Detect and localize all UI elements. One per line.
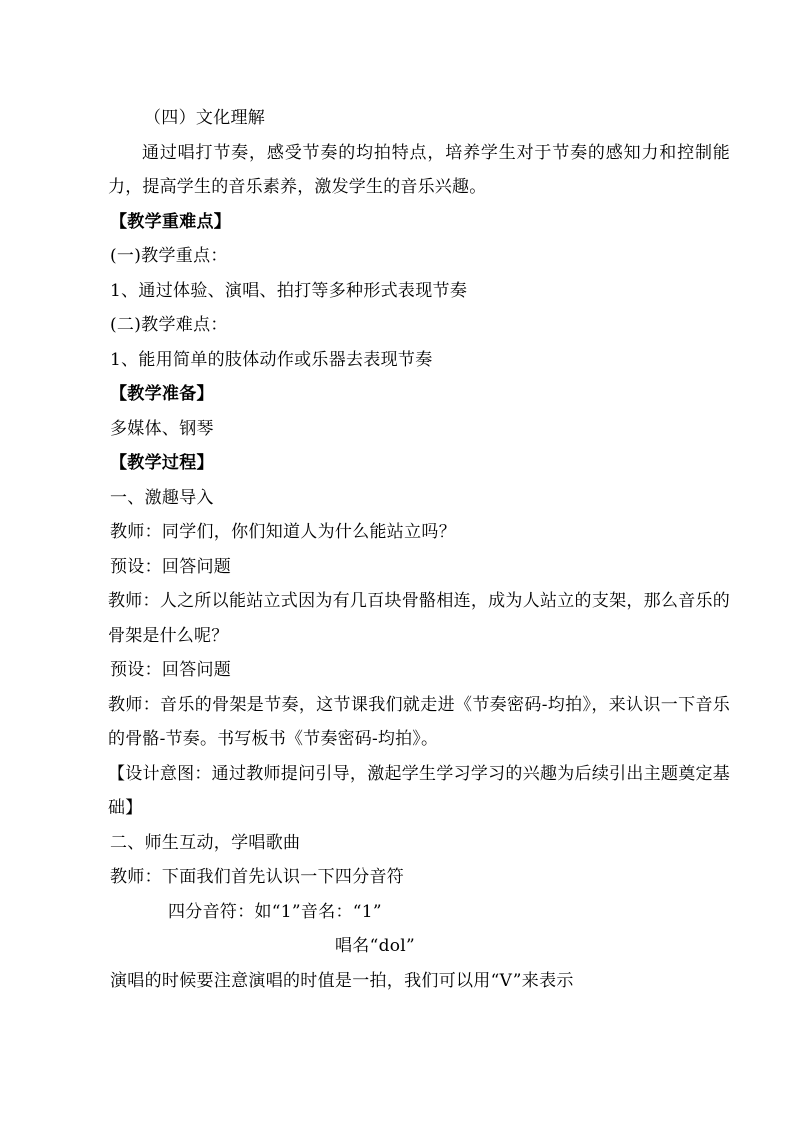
subheading-key-points: (一)教学重点： <box>110 246 228 266</box>
preparation-items: 多媒体、钢琴 <box>110 418 214 439</box>
heading-teaching-process: 【教学过程】 <box>110 453 214 473</box>
quarter-note-pitch: 四分音符：如“1”音名：“1” <box>168 901 382 922</box>
quarter-note-solfege: 唱名“dol” <box>335 936 416 956</box>
section-culture-understanding: （四）文化理解 <box>144 108 266 128</box>
teacher-introduction: 教师：音乐的骨架是节奏，这节课我们就走进《节奏密码-均拍》，来认识一下音乐的骨骼-节奏。书写板书《节奏密码-均拍》。 <box>108 694 730 749</box>
teacher-quarter-note: 教师：下面我们首先认识一下四分音符 <box>110 867 405 887</box>
step-two-title: 二、师生互动，学唱歌曲 <box>110 832 301 853</box>
singing-duration-tip: 演唱的时候要注意演唱的时值是一拍，我们可以用“V”来表示 <box>110 970 574 991</box>
document-body <box>110 101 730 998</box>
teacher-explanation: 教师：人之所以能站立式因为有几百块骨骼相连，成为人站立的支架，那么音乐的骨架是什么呢？ <box>108 591 730 646</box>
paragraph-culture-goal: 通过唱打节奏，感受节奏的均拍特点，培养学生对于节奏的感知力和控制能力，提高学生的音乐素养，激发学生的音乐兴趣。 <box>108 142 730 197</box>
preset-answer: 预设：回答问题 <box>110 556 232 577</box>
key-point-item: 1、通过体验、演唱、拍打等多种形式表现节奏 <box>110 280 468 301</box>
heading-key-difficulties: 【教学重难点】 <box>110 211 232 232</box>
subheading-difficult-points: (二)教学难点： <box>110 315 228 335</box>
design-intent: 【设计意图：通过教师提问引导，激起学生学习学习的兴趣为后续引出主题奠定基础】 <box>108 763 730 818</box>
step-one-title: 一、激趣导入 <box>110 487 214 508</box>
difficult-point-item: 1、能用简单的肢体动作或乐器去表现节奏 <box>110 349 433 370</box>
heading-teaching-preparation: 【教学准备】 <box>110 384 214 404</box>
preset-answer-2: 预设：回答问题 <box>110 660 232 680</box>
teacher-question: 教师：同学们，你们知道人为什么能站立吗？ <box>110 522 456 542</box>
